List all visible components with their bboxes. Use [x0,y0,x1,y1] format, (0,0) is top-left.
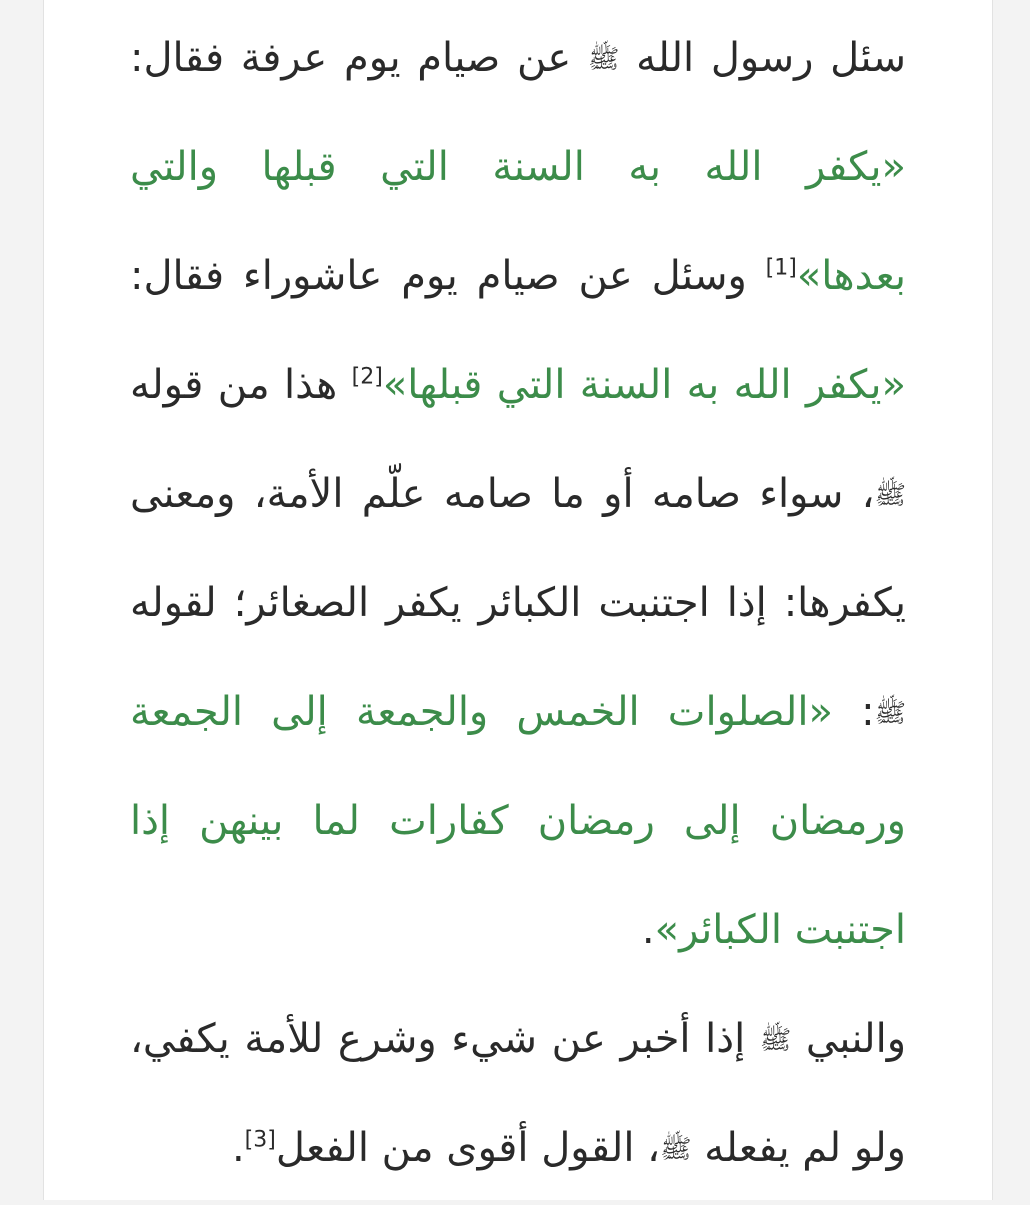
salawat-glyph: ﷺ [588,44,620,75]
text-segment: عن صيام يوم عرفة فقال: [130,35,589,81]
text-segment: يكفرها: إذا اجتنبت الكبائر يكفر الصغائر؛ لقوله [130,580,906,626]
hadith-text: «الصلوات الخمس والجمعة إلى الجمعة [130,689,833,735]
text-segment: هذا من قوله [130,362,352,408]
paragraph-1-line-8 [130,767,906,876]
text-segment: . [231,1125,245,1171]
paragraph-1-line-5 [130,440,906,549]
footnote-link-2[interactable]: [2] [351,364,383,390]
footnote-link-3[interactable]: [3] [244,1127,276,1153]
text-segment: ، القول أقوى من الفعل [275,1125,661,1171]
salawat-glyph: ﷺ [759,1025,792,1056]
salawat-glyph: ﷺ [874,698,906,729]
paragraph-1-line-9 [130,876,906,985]
paragraph-1-line-4 [130,331,906,440]
text-segment: إذا أخبر عن شيء وشرع للأمة يكفي، [130,1016,760,1062]
salawat-glyph: ﷺ [874,480,906,511]
hadith-text: بعدها» [796,253,906,299]
paragraph-1-line-6 [130,549,906,658]
paragraph-1-line-3 [130,222,906,331]
hadith-text: «يكفر الله به السنة التي قبلها والتي [130,144,906,190]
paragraph-2-line-1 [130,985,906,1094]
hadith-text: ورمضان إلى رمضان كفارات لما بينهن إذا [130,798,906,844]
text-segment: : [832,689,875,735]
article-body [130,0,906,1203]
footnote-link-1[interactable]: [1] [765,255,797,281]
text-segment: ، سواء صامه أو ما صامه علّم الأمة، ومعنى [130,471,875,517]
paragraph-2-line-2 [130,1094,906,1203]
paragraph-1-line-2 [130,113,906,222]
text-segment: . [641,907,655,953]
text-segment: ولو لم يفعله [691,1125,906,1171]
paragraph-1-line-1 [130,4,906,113]
text-segment: وسئل عن صيام يوم عاشوراء فقال: [130,253,766,299]
article-page [43,0,993,1200]
text-segment: سئل رسول الله [619,35,906,81]
text-segment: والنبي [791,1016,907,1062]
salawat-glyph: ﷺ [660,1134,692,1165]
paragraph-1-line-7 [130,658,906,767]
hadith-text: اجتنبت الكبائر» [654,907,906,953]
hadith-text: «يكفر الله به السنة التي قبلها» [382,362,906,408]
